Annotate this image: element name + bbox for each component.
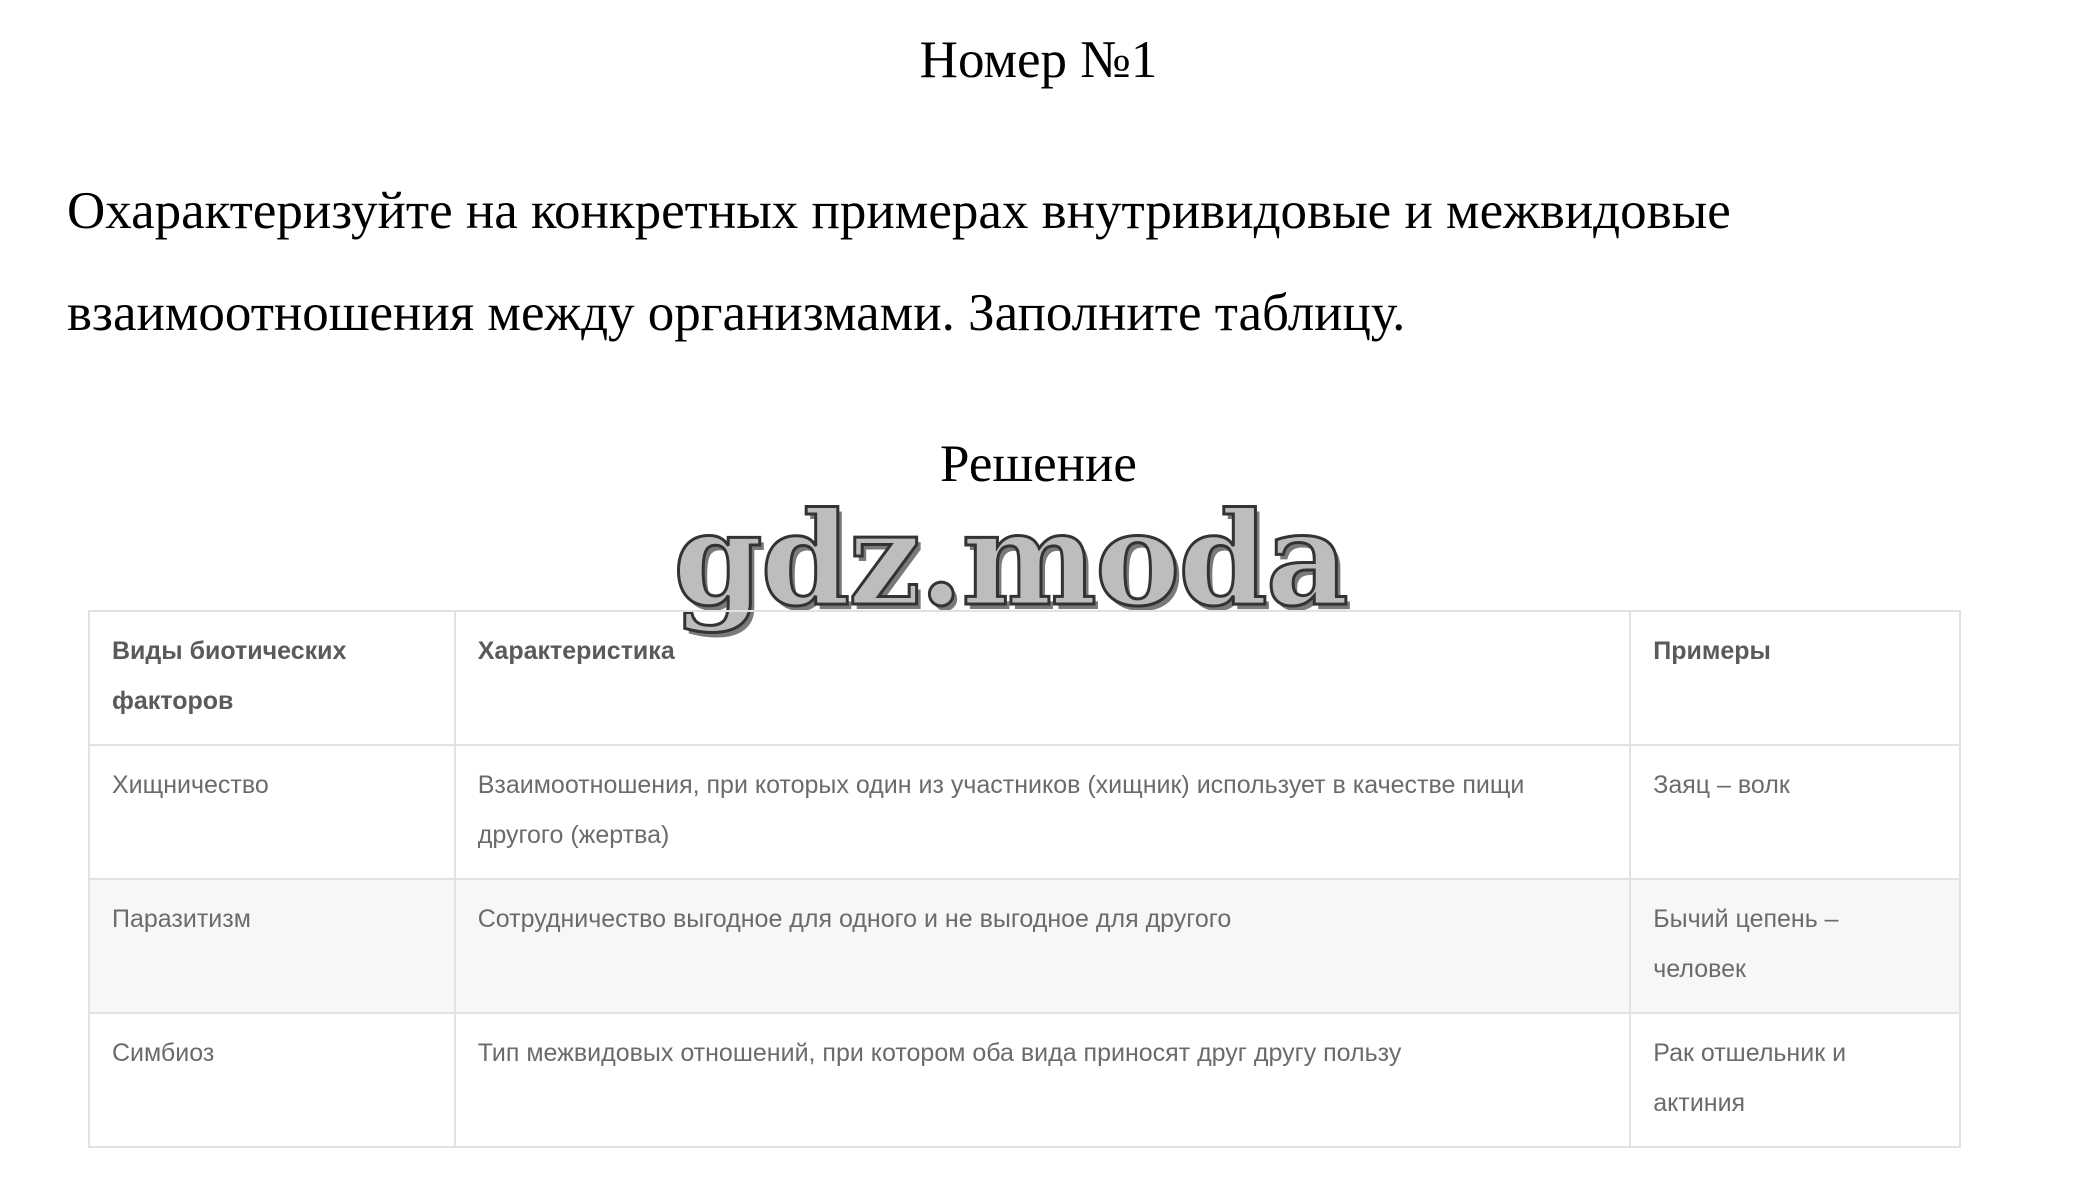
cell-example: Бычий цепень – человек xyxy=(1630,879,1960,1013)
cell-example: Заяц – волк xyxy=(1630,745,1960,879)
table-header-row xyxy=(89,611,1960,745)
watermark-logo xyxy=(673,485,1347,635)
watermark-text: gdz.moda xyxy=(673,485,1347,635)
biotic-factors-table xyxy=(88,610,1961,1148)
task-text: Охарактеризуйте на конкретных примерах внутривидовые и межвидовые взаимоотношения между организмами. Заполните таблицу. xyxy=(67,182,1731,342)
cell-characteristic: Сотрудничество выгодное для одного и не выгодное для другого xyxy=(455,879,1631,1013)
cell-type: Паразитизм xyxy=(89,879,455,1013)
table-row xyxy=(89,745,1960,879)
table-row xyxy=(89,879,1960,1013)
cell-characteristic: Взаимоотношения, при которых один из участников (хищник) использует в качестве пищи другого (жертва) xyxy=(455,745,1631,879)
column-header-examples: Примеры xyxy=(1630,611,1960,745)
cell-characteristic: Тип межвидовых отношений, при котором оба вида приносят друг другу пользу xyxy=(455,1013,1631,1147)
column-header-type: Виды биотических факторов xyxy=(89,611,455,745)
cell-type: Симбиоз xyxy=(89,1013,455,1147)
table-row xyxy=(89,1013,1960,1147)
cell-example: Рак отшельник и актиния xyxy=(1630,1013,1960,1147)
solution-heading: Решение xyxy=(940,435,1137,493)
column-header-characteristic: Характеристика xyxy=(455,611,1631,745)
page-title: Номер №1 xyxy=(919,31,1158,89)
cell-type: Хищничество xyxy=(89,745,455,879)
